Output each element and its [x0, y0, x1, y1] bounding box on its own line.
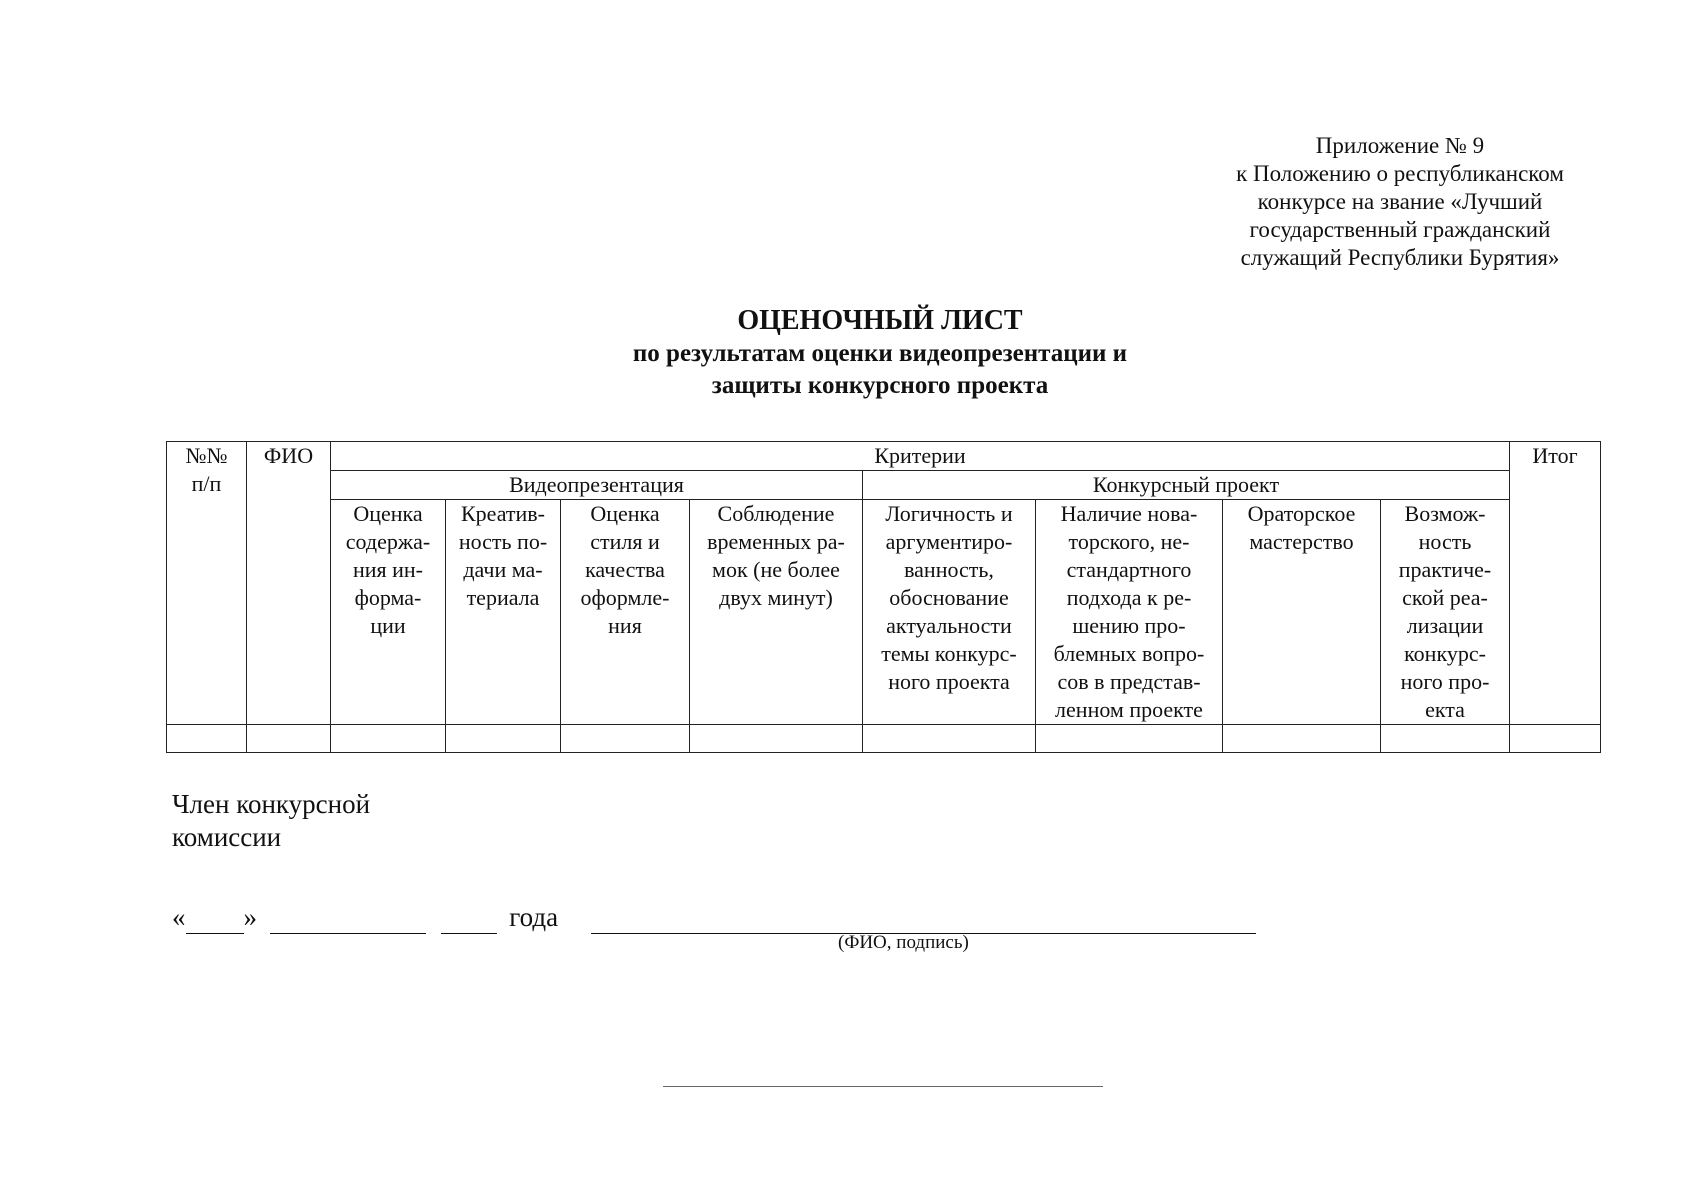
table-row: [167, 725, 1601, 753]
criterion-line: двух минут): [719, 585, 833, 610]
table-cell-score[interactable]: [863, 725, 1036, 753]
criterion-line: конкурс-: [1404, 641, 1486, 666]
title-main: ОЦЕНОЧНЫЙ ЛИСТ: [737, 305, 1023, 336]
criterion-line: блемных вопро-: [1053, 641, 1205, 666]
month-blank[interactable]: [270, 907, 426, 934]
header-criteria-cell: Критерии: [331, 442, 1510, 471]
criterion-line: содержа-: [345, 529, 431, 554]
table-cell-number[interactable]: [167, 725, 247, 753]
criterion-line: мок (не более: [712, 557, 840, 582]
criterion-line: временных ра-: [707, 529, 845, 554]
criterion-creativity: [446, 500, 561, 725]
criterion-line: териала: [466, 585, 540, 610]
criterion-line: ванность,: [904, 557, 994, 582]
table-cell-score[interactable]: [1381, 725, 1510, 753]
annex-line: государственный гражданский: [1249, 217, 1551, 242]
criterion-line: ность: [1418, 529, 1472, 554]
criterion-line: оформле-: [580, 585, 670, 610]
criterion-innovation: [1036, 500, 1223, 725]
year-word: года: [509, 902, 559, 932]
criterion-line: стиля и: [590, 529, 660, 554]
document-title: [560, 304, 1200, 402]
criterion-line: ской реа-: [1402, 585, 1488, 610]
criterion-line: екта: [1425, 697, 1465, 722]
close-quote: »: [243, 902, 257, 932]
annex-line: Приложение № 9: [1315, 133, 1485, 158]
signature-line: [172, 900, 1256, 934]
open-quote: «: [172, 902, 186, 932]
day-blank[interactable]: [186, 907, 244, 934]
fio-signature-blank[interactable]: [591, 907, 1256, 934]
title-sub-line: защиты конкурсного проекта: [711, 372, 1049, 399]
header-row-groups: [167, 471, 1601, 500]
criterion-line: стандартного: [1066, 557, 1192, 582]
criterion-line: Креатив-: [460, 501, 545, 526]
criterion-oratory: [1223, 500, 1381, 725]
year-blank[interactable]: [441, 907, 497, 934]
criterion-line: Логичность и: [885, 501, 1013, 526]
table-cell-total[interactable]: [1510, 725, 1601, 753]
criterion-line: Соблюдение: [717, 501, 835, 526]
table-cell-score[interactable]: [1036, 725, 1223, 753]
header-number-line: №№: [185, 443, 228, 468]
table-cell-score[interactable]: [690, 725, 863, 753]
criterion-line: аргументиро-: [885, 529, 1013, 554]
criterion-line: ного проекта: [888, 669, 1010, 694]
criterion-line: Наличие нова-: [1060, 501, 1198, 526]
header-total-cell: Итог: [1510, 442, 1601, 725]
criterion-line: форма-: [354, 585, 422, 610]
criterion-time-limit: [690, 500, 863, 725]
criterion-line: ность по-: [458, 529, 548, 554]
annex-line: к Положению о республиканском: [1236, 161, 1564, 186]
criterion-line: Оценка: [353, 501, 423, 526]
criterion-line: Ораторское: [1247, 501, 1356, 526]
criterion-line: темы конкурс-: [881, 641, 1017, 666]
criterion-line: торского, не-: [1068, 529, 1190, 554]
commission-member-label: [172, 788, 370, 854]
header-fio-cell: ФИО: [247, 442, 331, 725]
criterion-line: дачи ма-: [463, 557, 543, 582]
fio-signature-note: (ФИО, подпись): [838, 932, 969, 953]
criterion-line: мастерство: [1249, 529, 1354, 554]
criterion-style: [561, 500, 690, 725]
criterion-line: Возмож-: [1404, 501, 1486, 526]
criterion-line: обоснование: [889, 585, 1009, 610]
footer-divider: [663, 1086, 1103, 1087]
criterion-line: Оценка: [590, 501, 660, 526]
header-group-project: Конкурсный проект: [863, 471, 1510, 500]
criterion-line: лизации: [1406, 613, 1484, 638]
title-sub-line: по результатам оценки видеопрезентации и: [632, 340, 1128, 367]
criterion-line: качества: [585, 557, 665, 582]
criterion-line: ного про-: [1400, 669, 1490, 694]
criterion-line: актуальности: [886, 613, 1012, 638]
member-line: Член конкурсной: [172, 789, 371, 819]
criterion-logic: [863, 500, 1036, 725]
criterion-line: ния ин-: [352, 557, 424, 582]
annex-line: конкурсе на звание «Лучший: [1257, 189, 1543, 214]
criterion-line: подхода к ре-: [1066, 585, 1192, 610]
table-cell-fio[interactable]: [247, 725, 331, 753]
header-number-line: п/п: [191, 471, 222, 496]
criterion-line: ленном проекте: [1055, 697, 1203, 722]
criterion-feasibility: [1381, 500, 1510, 725]
table-cell-score[interactable]: [1223, 725, 1381, 753]
annex-header: [1170, 132, 1630, 272]
evaluation-table: [166, 441, 1601, 753]
criterion-line: практиче-: [1398, 557, 1492, 582]
header-number-cell: [167, 442, 247, 725]
table-cell-score[interactable]: [446, 725, 561, 753]
header-row-criteria: [167, 442, 1601, 471]
table-cell-score[interactable]: [561, 725, 690, 753]
header-row-criteria-items: [167, 500, 1601, 725]
criterion-content: [331, 500, 446, 725]
member-line: комиссии: [172, 822, 282, 852]
table-cell-score[interactable]: [331, 725, 446, 753]
criterion-line: ции: [370, 613, 406, 638]
criterion-line: ния: [608, 613, 642, 638]
annex-line: служащий Республики Бурятия»: [1240, 245, 1560, 270]
criterion-line: шению про-: [1072, 613, 1186, 638]
criterion-line: сов в представ-: [1057, 669, 1201, 694]
header-group-video: Видеопрезентация: [331, 471, 863, 500]
